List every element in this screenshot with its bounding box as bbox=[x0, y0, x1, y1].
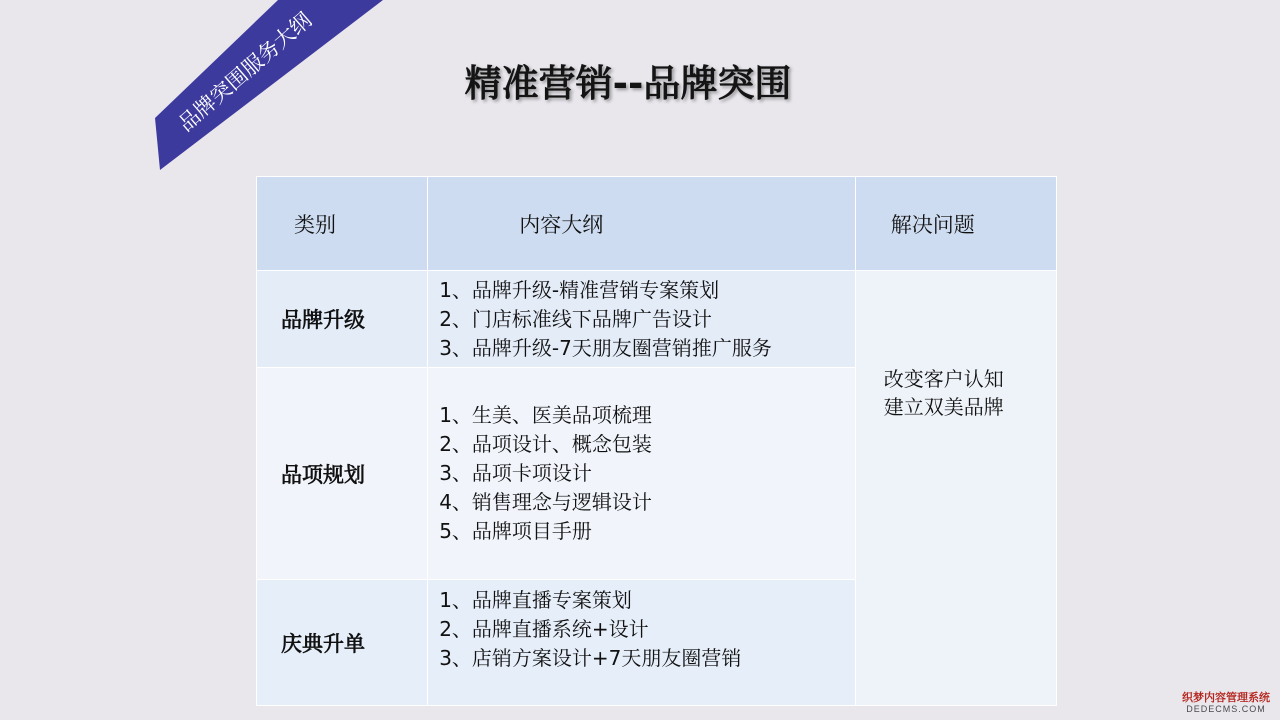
header-category: 类别 bbox=[257, 177, 428, 271]
service-outline-table bbox=[256, 176, 1057, 706]
list-item: 2、品牌直播系统+设计 bbox=[439, 617, 649, 641]
watermark-cn: 织梦内容管理系统 bbox=[1182, 692, 1270, 704]
watermark bbox=[1182, 692, 1270, 714]
row-outline bbox=[428, 368, 856, 580]
list-item: 3、店销方案设计+7天朋友圈营销 bbox=[439, 646, 742, 670]
page-title: 精准营销--品牌突围 bbox=[464, 62, 792, 105]
table-row bbox=[257, 271, 1057, 368]
table-header-row bbox=[257, 177, 1057, 271]
row-category: 庆典升单 bbox=[257, 580, 428, 706]
list-item: 1、生美、医美品项梳理 bbox=[439, 403, 652, 427]
solution-cell bbox=[855, 271, 1056, 706]
list-item: 2、门店标准线下品牌广告设计 bbox=[439, 306, 712, 331]
header-outline: 内容大纲 bbox=[428, 177, 856, 271]
row-outline bbox=[428, 580, 856, 706]
list-item: 1、品牌升级-精准营销专案策划 bbox=[439, 277, 720, 302]
solution-line: 建立双美品牌 bbox=[883, 395, 1004, 419]
list-item: 1、品牌直播专案策划 bbox=[439, 588, 632, 612]
row-category: 品牌升级 bbox=[257, 271, 428, 368]
watermark-en: DEDECMS.COM bbox=[1186, 704, 1266, 714]
row-category: 品项规划 bbox=[257, 368, 428, 580]
ribbon-label: 品牌突围服务大纲 bbox=[173, 7, 317, 137]
list-item: 3、品项卡项设计 bbox=[439, 461, 592, 485]
row-outline bbox=[428, 271, 856, 368]
list-item: 5、品牌项目手册 bbox=[439, 519, 592, 543]
list-item: 4、销售理念与逻辑设计 bbox=[439, 490, 652, 514]
solution-line: 改变客户认知 bbox=[883, 367, 1004, 391]
header-solution: 解决问题 bbox=[855, 177, 1056, 271]
list-item: 3、品牌升级-7天朋友圈营销推广服务 bbox=[439, 335, 772, 360]
list-item: 2、品项设计、概念包装 bbox=[439, 432, 652, 456]
